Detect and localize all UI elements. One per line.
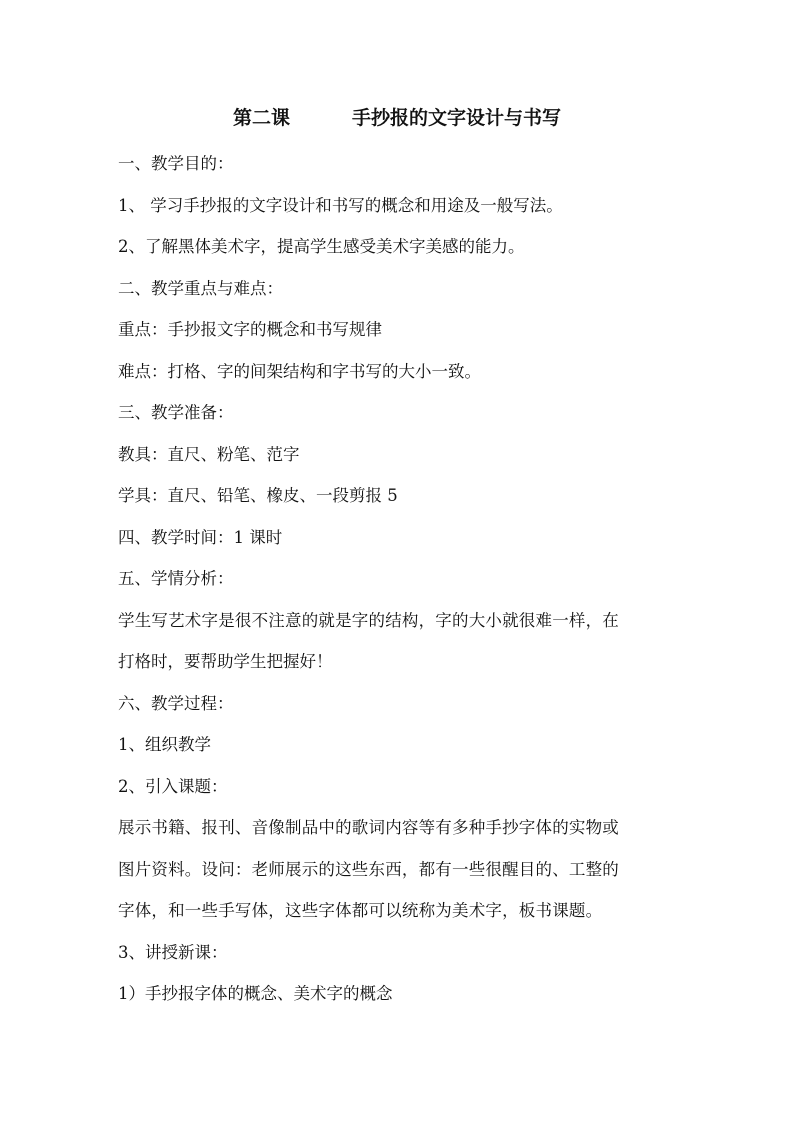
paragraph-line: 重点：手抄报文字的概念和书写规律: [118, 320, 382, 339]
paragraph-line: 展示书籍、报刊、音像制品中的歌词内容等有多种手抄字体的实物或: [118, 818, 619, 837]
section-heading: 二、教学重点与难点：: [118, 278, 283, 298]
paragraph-line: 1、 学习手抄报的文字设计和书写的概念和用途及一般写法。: [118, 195, 563, 215]
page-title: [0, 103, 794, 133]
section-heading: 一、教学目的：: [118, 154, 234, 173]
section-heading: 三、教学准备：: [118, 403, 234, 422]
paragraph-line: 打格时，要帮助学生把握好！: [118, 652, 333, 671]
paragraph-line: 3、讲授新课：: [118, 942, 228, 962]
paragraph-line: 字体，和一些手写体，这些字体都可以统称为美术字，板书课题。: [118, 901, 603, 920]
section-heading: 四、教学时间：1 课时: [118, 527, 283, 547]
section-heading: 五、学情分析：: [118, 569, 234, 588]
paragraph-line: 学具：直尺、铅笔、橡皮、一段剪报 5: [118, 486, 398, 505]
title-lesson: 第二课: [232, 107, 290, 129]
paragraph-line: 学生写艺术字是很不注意的就是字的结构，字的大小就很难一样，在: [118, 610, 619, 630]
paragraph-line: 2、引入课题：: [118, 776, 228, 796]
paragraph-line: 难点：打格、字的间架结构和字书写的大小一致。: [118, 361, 481, 381]
document-body: [118, 143, 680, 1015]
paragraph-line: 1）手抄报字体的概念、美术字的概念: [118, 984, 393, 1003]
paragraph-line: 图片资料。设问：老师展示的这些东西，都有一些很醒目的、工整的: [118, 859, 619, 879]
paragraph-line: 1、组织教学: [118, 735, 211, 754]
paragraph-line: 教具：直尺、粉笔、范字: [118, 444, 300, 464]
title-topic: 手抄报的文字设计与书写: [352, 107, 562, 129]
paragraph-line: 2、了解黑体美术字，提高学生感受美术字美感的能力。: [118, 237, 525, 256]
section-heading: 六、教学过程：: [118, 693, 234, 713]
